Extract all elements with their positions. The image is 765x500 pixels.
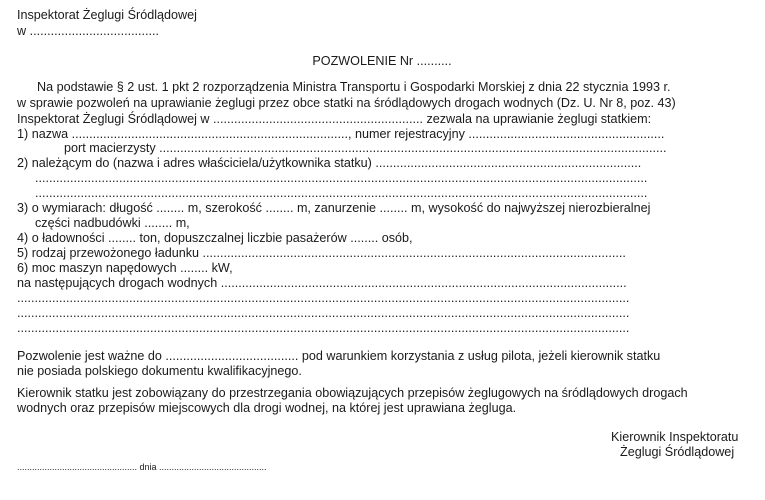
body-line: ............................................................................................................................................................................... — [17, 321, 630, 335]
obligation-line-1: Kierownik statku jest zobowiązany do przestrzegania obowiązujących przepisów żeglugowych na śródlądowych drogach — [17, 386, 688, 400]
body-line: na następujących drogach wodnych .................................................................................................................... — [17, 276, 627, 290]
body-line: ............................................................................................................................................................................... — [17, 306, 630, 320]
body-line: port macierzysty ................................................................................................................................................. — [64, 141, 667, 155]
body-line: w sprawie pozwoleń na uprawianie żeglugi przez obce statki na śródlądowych drogach wodnych (Dz. U. Nr 8, poz. 43) — [17, 96, 676, 110]
validity-line-2: nie posiada polskiego dokumentu kwalifikacyjnego. — [17, 364, 302, 378]
document-title: POZWOLENIE Nr .......... — [312, 54, 452, 68]
obligation-line-2: wodnych oraz przepisów miejscowych dla drogi wodnej, na której jest uprawiana żegluga. — [17, 401, 517, 415]
header-line-2: w ..................................... — [17, 24, 160, 38]
body-line: 3) o wymiarach: długość ........ m, szerokość ........ m, zanurzenie ........ m, wysokość do najwyższej nierozbieralnej — [17, 201, 651, 215]
date-line: ................................................ dnia ........................................... — [17, 462, 267, 472]
signature-title-2: Żeglugi Śródlądowej — [620, 445, 735, 459]
signature-title-1: Kierownik Inspektoratu — [611, 430, 739, 444]
body-line: Na podstawie § 2 ust. 1 pkt 2 rozporządzenia Ministra Transportu i Gospodarki Morskiej z dnia 22 stycznia 1993 r. — [37, 80, 671, 94]
body-line: ............................................................................................................................................................................... — [35, 171, 648, 185]
body-line: ............................................................................................................................................................................... — [17, 291, 630, 305]
body-line: 1) nazwa ..............................................................................., numer rejestracyjny ........................................................ — [17, 127, 665, 141]
body-line: 5) rodzaj przewożonego ładunku ......................................................................................................................... — [17, 246, 626, 260]
body-line: ............................................................................................................................................................................... — [35, 186, 648, 200]
body-line: Inspektorat Żeglugi Śródlądowej w ............................................................ zezwala na uprawianie żeglugi statkiem: — [17, 112, 652, 126]
body-line: części nadbudówki ........ m, — [35, 216, 190, 230]
body-line: 6) moc maszyn napędowych ........ kW, — [17, 261, 233, 275]
body-line: 2) należącym do (nazwa i adres właściciela/użytkownika statku) ............................................................................ — [17, 156, 642, 170]
body-line: 4) o ładowności ........ ton, dopuszczalnej liczbie pasażerów ........ osób, — [17, 231, 413, 245]
validity-line-1: Pozwolenie jest ważne do ...................................... pod warunkiem korzystania z usług pilota, jeżeli kierownik statku — [17, 349, 661, 363]
header-line-1: Inspektorat Żeglugi Śródlądowej — [17, 8, 197, 22]
